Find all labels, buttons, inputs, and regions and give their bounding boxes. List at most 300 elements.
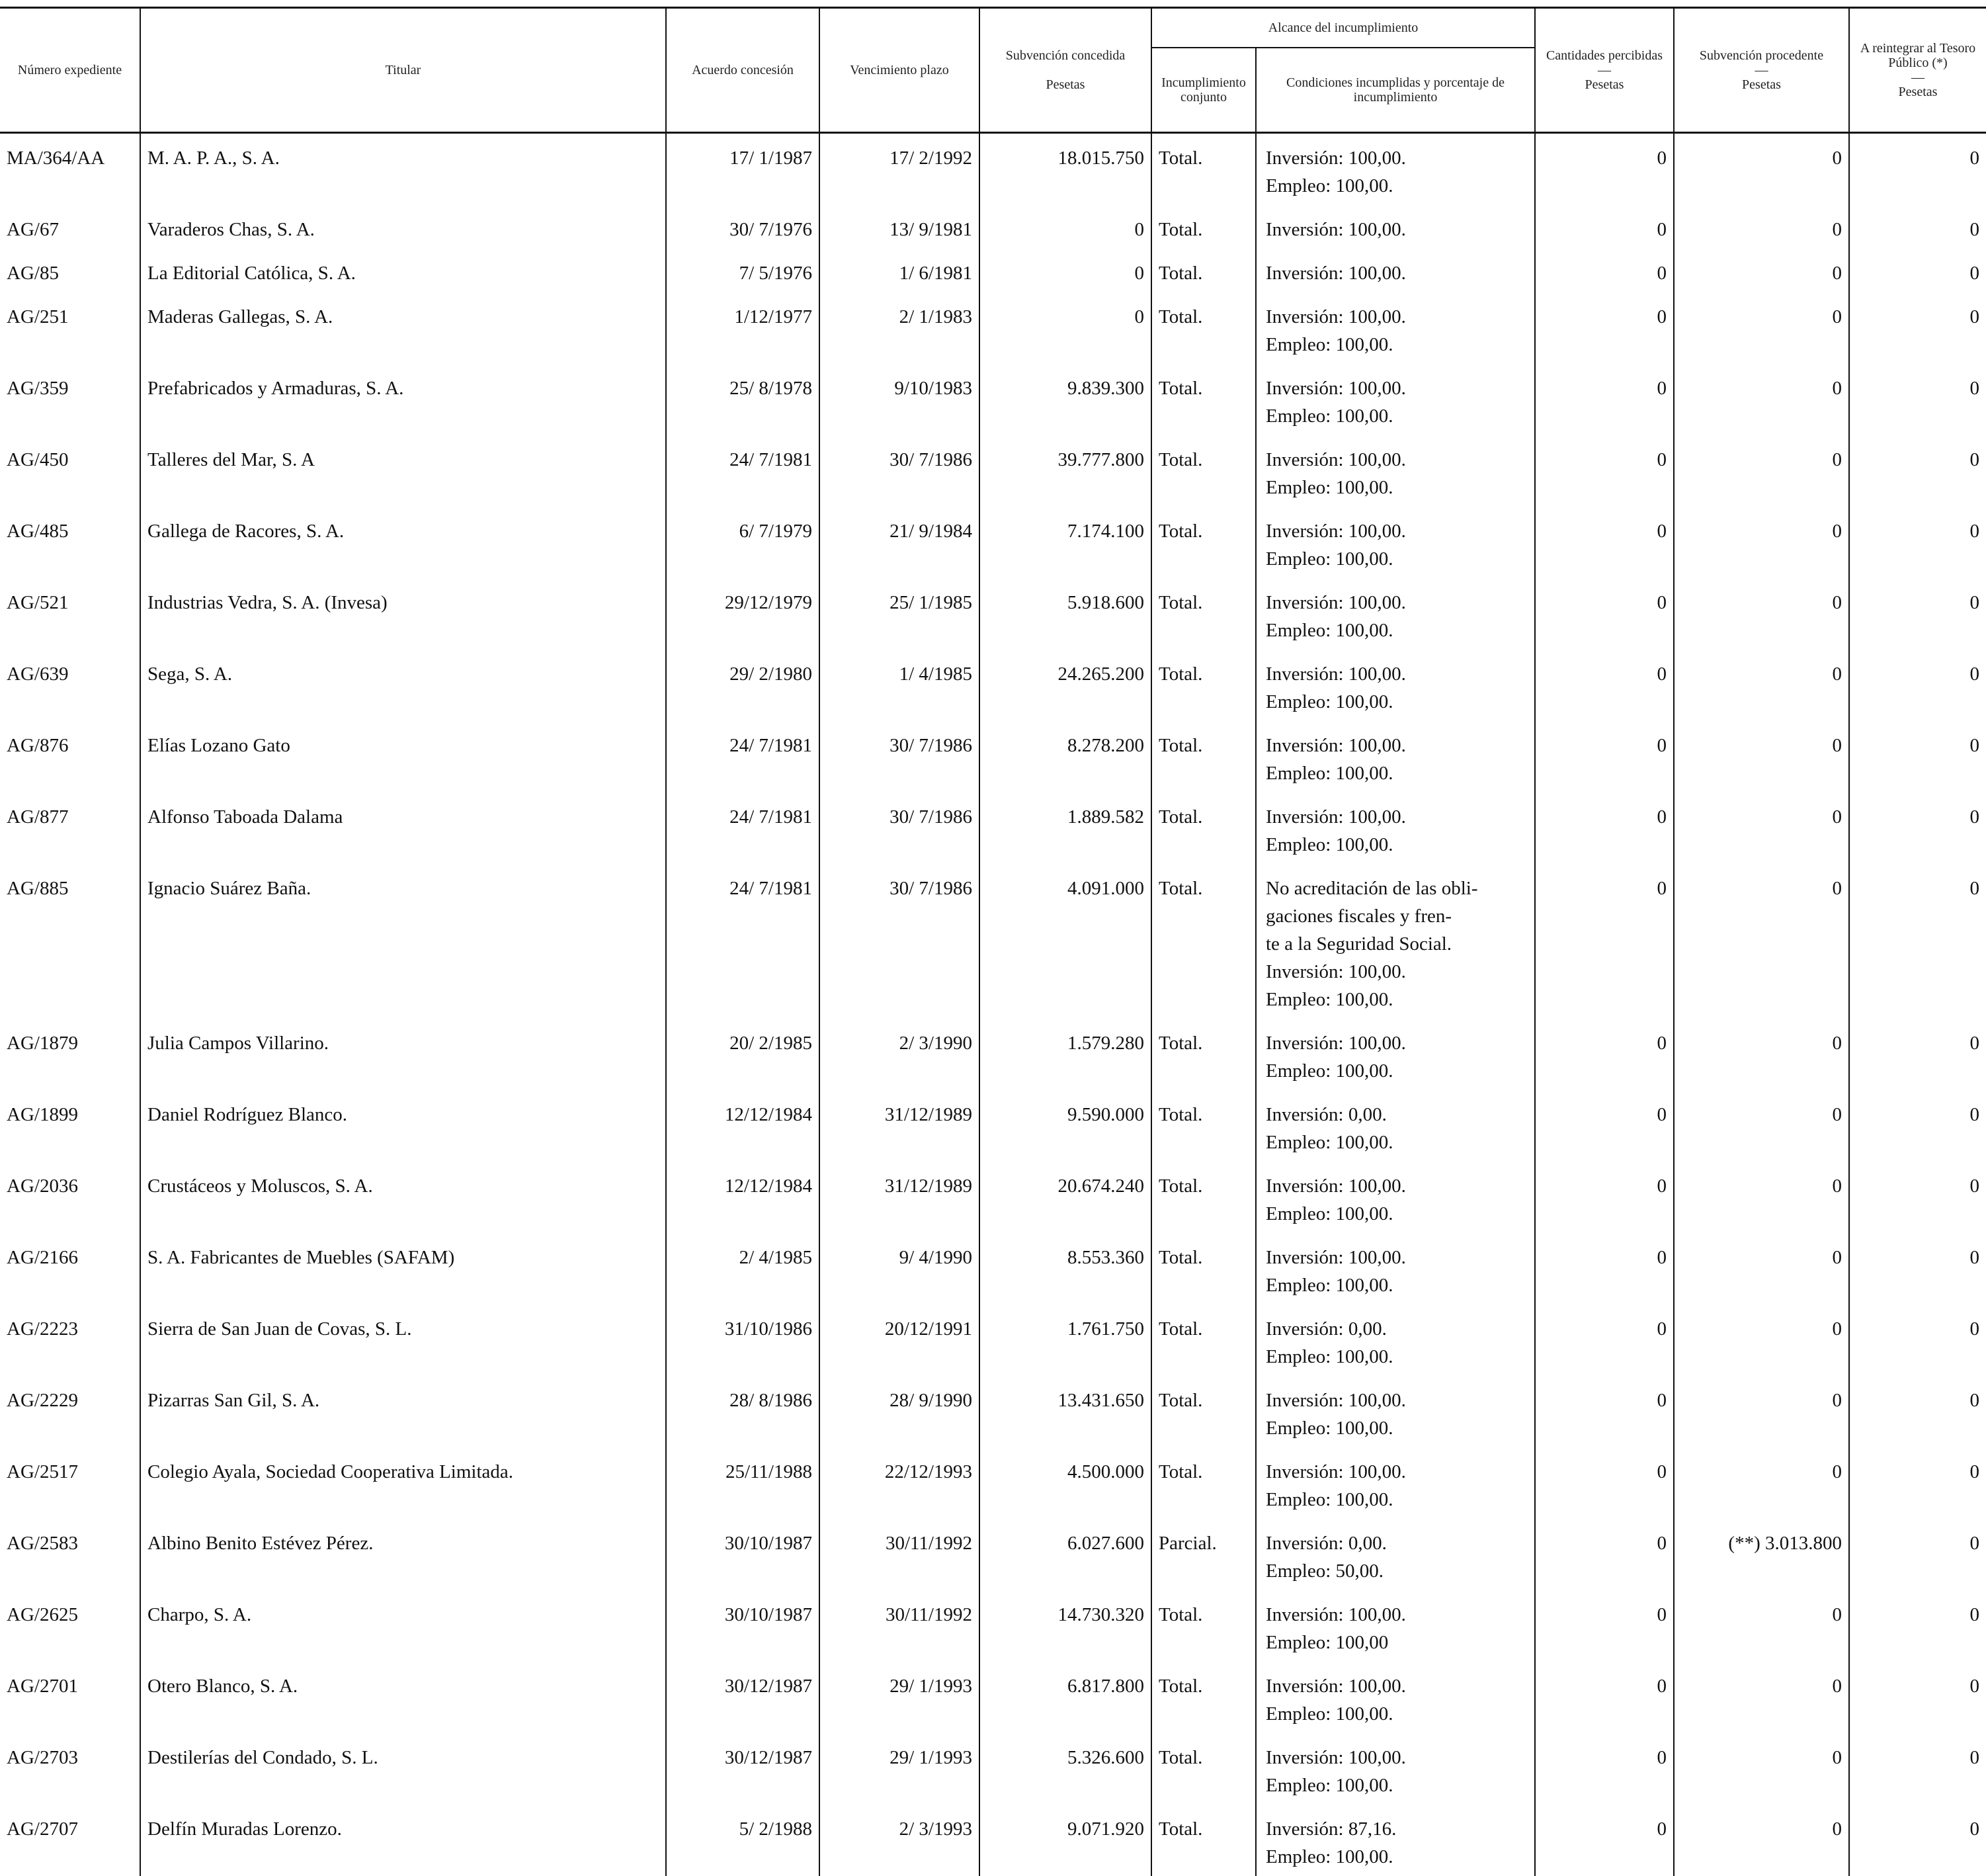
cell-subvencion-concedida: 1.761.750 — [979, 1304, 1151, 1376]
cell-incumplimiento: Total. — [1151, 435, 1256, 507]
table-row — [0, 1233, 1986, 1304]
cell-condiciones — [1256, 1019, 1535, 1090]
header-condiciones: Condiciones incumplidas y porcentaje de incumplimiento — [1256, 48, 1535, 133]
cell-titular: Ignacio Suárez Baña. — [140, 864, 666, 1019]
table-row — [0, 364, 1986, 435]
cell-cantidades: 0 — [1535, 364, 1674, 435]
cell-incumplimiento: Total. — [1151, 1590, 1256, 1662]
cell-numero: AG/2583 — [0, 1519, 140, 1590]
cell-incumplimiento: Total. — [1151, 1019, 1256, 1090]
table-row — [0, 435, 1986, 507]
cell-subvencion-procedente: 0 — [1674, 249, 1849, 292]
table-row — [0, 1662, 1986, 1733]
cell-cantidades: 0 — [1535, 1162, 1674, 1233]
cell-incumplimiento: Total. — [1151, 578, 1256, 650]
condition-line: Inversión: 100,00. — [1266, 589, 1528, 617]
cell-reintegrar: 0 — [1849, 1662, 1986, 1733]
cell-titular: Elías Lozano Gato — [140, 721, 666, 792]
cell-condiciones — [1256, 721, 1535, 792]
cell-subvencion-procedente: 0 — [1674, 435, 1849, 507]
condition-line: Empleo: 100,00. — [1266, 1200, 1528, 1228]
cell-subvencion-procedente: 0 — [1674, 364, 1849, 435]
table-row — [0, 1019, 1986, 1090]
cell-subvencion-concedida: 13.431.650 — [979, 1376, 1151, 1447]
cell-reintegrar: 0 — [1849, 578, 1986, 650]
cell-acuerdo: 24/ 7/1981 — [666, 721, 819, 792]
cell-titular: Delfín Muradas Lorenzo. — [140, 1805, 666, 1876]
cell-condiciones — [1256, 1733, 1535, 1805]
condition-line: Inversión: 100,00. — [1266, 958, 1528, 986]
cell-acuerdo: 30/ 7/1976 — [666, 205, 819, 249]
condition-line: Empleo: 100,00. — [1266, 986, 1528, 1013]
cell-cantidades: 0 — [1535, 1376, 1674, 1447]
cell-condiciones — [1256, 792, 1535, 864]
table-row — [0, 133, 1986, 206]
cell-subvencion-procedente: 0 — [1674, 292, 1849, 364]
cell-numero: AG/2703 — [0, 1733, 140, 1805]
condition-line: Inversión: 100,00. — [1266, 374, 1528, 402]
cell-cantidades: 0 — [1535, 650, 1674, 721]
cell-acuerdo: 5/ 2/1988 — [666, 1805, 819, 1876]
cell-titular: Alfonso Taboada Dalama — [140, 792, 666, 864]
table-header — [0, 8, 1986, 133]
cell-subvencion-concedida: 8.278.200 — [979, 721, 1151, 792]
cell-reintegrar: 0 — [1849, 1519, 1986, 1590]
cell-cantidades: 0 — [1535, 435, 1674, 507]
condition-line: Inversión: 100,00. — [1266, 803, 1528, 831]
cell-subvencion-concedida: 24.265.200 — [979, 650, 1151, 721]
condition-line: te a la Seguridad Social. — [1266, 930, 1528, 958]
condition-line: Empleo: 100,00. — [1266, 1343, 1528, 1371]
condition-line: Inversión: 100,00. — [1266, 1672, 1528, 1700]
cell-condiciones — [1256, 292, 1535, 364]
condition-line: Inversión: 100,00. — [1266, 1458, 1528, 1486]
cell-condiciones — [1256, 249, 1535, 292]
cell-subvencion-concedida: 1.579.280 — [979, 1019, 1151, 1090]
cell-reintegrar: 0 — [1849, 1733, 1986, 1805]
cell-numero: AG/2707 — [0, 1805, 140, 1876]
cell-titular: Otero Blanco, S. A. — [140, 1662, 666, 1733]
table-row — [0, 292, 1986, 364]
cell-incumplimiento: Total. — [1151, 133, 1256, 206]
cell-subvencion-concedida: 14.730.320 — [979, 1590, 1151, 1662]
cell-acuerdo: 24/ 7/1981 — [666, 435, 819, 507]
cell-reintegrar: 0 — [1849, 1090, 1986, 1162]
cell-condiciones — [1256, 650, 1535, 721]
table-row — [0, 792, 1986, 864]
cell-subvencion-concedida: 0 — [979, 249, 1151, 292]
table-row — [0, 578, 1986, 650]
condition-line: Empleo: 100,00. — [1266, 1271, 1528, 1299]
cell-subvencion-concedida: 9.839.300 — [979, 364, 1151, 435]
cell-acuerdo: 30/12/1987 — [666, 1733, 819, 1805]
cell-condiciones — [1256, 1590, 1535, 1662]
table-row — [0, 1376, 1986, 1447]
cell-incumplimiento: Total. — [1151, 1090, 1256, 1162]
cell-numero: AG/359 — [0, 364, 140, 435]
cell-numero: AG/639 — [0, 650, 140, 721]
cell-incumplimiento: Total. — [1151, 292, 1256, 364]
cell-incumplimiento: Total. — [1151, 1733, 1256, 1805]
cell-reintegrar: 0 — [1849, 205, 1986, 249]
cell-numero: AG/877 — [0, 792, 140, 864]
cell-vencimiento: 17/ 2/1992 — [819, 133, 979, 206]
cell-acuerdo: 25/ 8/1978 — [666, 364, 819, 435]
cell-subvencion-concedida: 9.071.920 — [979, 1805, 1151, 1876]
cell-condiciones — [1256, 1304, 1535, 1376]
condition-line: Empleo: 100,00 — [1266, 1629, 1528, 1656]
cell-subvencion-procedente: 0 — [1674, 1376, 1849, 1447]
cell-cantidades: 0 — [1535, 1019, 1674, 1090]
cell-cantidades: 0 — [1535, 1090, 1674, 1162]
cell-incumplimiento: Total. — [1151, 205, 1256, 249]
cell-subvencion-procedente: 0 — [1674, 578, 1849, 650]
header-alcance: Alcance del incumplimiento — [1151, 8, 1535, 48]
cell-incumplimiento: Total. — [1151, 249, 1256, 292]
condition-line: Empleo: 100,00. — [1266, 331, 1528, 359]
cell-condiciones — [1256, 1376, 1535, 1447]
cell-cantidades: 0 — [1535, 1233, 1674, 1304]
cell-subvencion-procedente: 0 — [1674, 205, 1849, 249]
cell-vencimiento: 29/ 1/1993 — [819, 1733, 979, 1805]
cell-subvencion-concedida: 4.500.000 — [979, 1447, 1151, 1519]
cell-acuerdo: 20/ 2/1985 — [666, 1019, 819, 1090]
cell-vencimiento: 30/11/1992 — [819, 1590, 979, 1662]
condition-line: Inversión: 100,00. — [1266, 660, 1528, 688]
condition-line: gaciones fiscales y fren- — [1266, 902, 1528, 930]
condition-line: Inversión: 87,16. — [1266, 1815, 1528, 1843]
cell-titular: Crustáceos y Moluscos, S. A. — [140, 1162, 666, 1233]
cell-cantidades: 0 — [1535, 1662, 1674, 1733]
cell-acuerdo: 24/ 7/1981 — [666, 864, 819, 1019]
cell-numero: AG/450 — [0, 435, 140, 507]
cell-acuerdo: 2/ 4/1985 — [666, 1233, 819, 1304]
cell-vencimiento: 2/ 3/1993 — [819, 1805, 979, 1876]
cell-subvencion-procedente: 0 — [1674, 1304, 1849, 1376]
cell-subvencion-procedente: 0 — [1674, 1090, 1849, 1162]
cell-cantidades: 0 — [1535, 507, 1674, 578]
cell-vencimiento: 13/ 9/1981 — [819, 205, 979, 249]
cell-vencimiento: 9/10/1983 — [819, 364, 979, 435]
cell-vencimiento: 30/ 7/1986 — [819, 721, 979, 792]
cell-reintegrar: 0 — [1849, 1447, 1986, 1519]
cell-subvencion-procedente: 0 — [1674, 1662, 1849, 1733]
table-row — [0, 721, 1986, 792]
cell-acuerdo: 30/10/1987 — [666, 1590, 819, 1662]
cell-vencimiento: 30/ 7/1986 — [819, 792, 979, 864]
condition-line: Empleo: 100,00. — [1266, 688, 1528, 716]
cell-acuerdo: 31/10/1986 — [666, 1304, 819, 1376]
cell-subvencion-concedida: 6.027.600 — [979, 1519, 1151, 1590]
cell-numero: AG/2036 — [0, 1162, 140, 1233]
cell-acuerdo: 12/12/1984 — [666, 1090, 819, 1162]
cell-incumplimiento: Total. — [1151, 1662, 1256, 1733]
condition-line: Empleo: 100,00. — [1266, 1129, 1528, 1156]
cell-titular: M. A. P. A., S. A. — [140, 133, 666, 206]
cell-titular: Maderas Gallegas, S. A. — [140, 292, 666, 364]
cell-titular: Gallega de Racores, S. A. — [140, 507, 666, 578]
cell-condiciones — [1256, 1447, 1535, 1519]
header-cantidades: Cantidades percibidas — Pesetas — [1535, 8, 1674, 133]
cell-condiciones — [1256, 1090, 1535, 1162]
condition-line: Empleo: 100,00. — [1266, 474, 1528, 501]
cell-condiciones — [1256, 364, 1535, 435]
cell-subvencion-concedida: 9.590.000 — [979, 1090, 1151, 1162]
cell-vencimiento: 25/ 1/1985 — [819, 578, 979, 650]
header-acuerdo: Acuerdo concesión — [666, 8, 819, 133]
cell-reintegrar: 0 — [1849, 1805, 1986, 1876]
condition-line: Empleo: 100,00. — [1266, 545, 1528, 573]
cell-subvencion-procedente: 0 — [1674, 1233, 1849, 1304]
cell-numero: AG/2223 — [0, 1304, 140, 1376]
cell-subvencion-concedida: 5.326.600 — [979, 1733, 1151, 1805]
cell-numero: AG/67 — [0, 205, 140, 249]
cell-cantidades: 0 — [1535, 578, 1674, 650]
cell-cantidades: 0 — [1535, 1447, 1674, 1519]
cell-subvencion-procedente: 0 — [1674, 1162, 1849, 1233]
cell-vencimiento: 30/11/1992 — [819, 1519, 979, 1590]
cell-subvencion-concedida: 4.091.000 — [979, 864, 1151, 1019]
table-row — [0, 1519, 1986, 1590]
cell-titular: Albino Benito Estévez Pérez. — [140, 1519, 666, 1590]
cell-acuerdo: 28/ 8/1986 — [666, 1376, 819, 1447]
cell-titular: S. A. Fabricantes de Muebles (SAFAM) — [140, 1233, 666, 1304]
condition-line: Empleo: 100,00. — [1266, 617, 1528, 644]
condition-line: Empleo: 100,00. — [1266, 759, 1528, 787]
cell-incumplimiento: Total. — [1151, 864, 1256, 1019]
cell-subvencion-concedida: 5.918.600 — [979, 578, 1151, 650]
cell-subvencion-procedente: 0 — [1674, 792, 1849, 864]
cell-numero: AG/885 — [0, 864, 140, 1019]
table-row — [0, 864, 1986, 1019]
condition-line: Empleo: 100,00. — [1266, 172, 1528, 200]
cell-cantidades: 0 — [1535, 292, 1674, 364]
cell-acuerdo: 17/ 1/1987 — [666, 133, 819, 206]
cell-subvencion-procedente: 0 — [1674, 864, 1849, 1019]
cell-numero: AG/2517 — [0, 1447, 140, 1519]
condition-line: Inversión: 0,00. — [1266, 1315, 1528, 1343]
cell-incumplimiento: Total. — [1151, 1805, 1256, 1876]
condition-line: Inversión: 100,00. — [1266, 732, 1528, 759]
cell-subvencion-concedida: 6.817.800 — [979, 1662, 1151, 1733]
condition-line: Empleo: 100,00. — [1266, 831, 1528, 859]
cell-reintegrar: 0 — [1849, 1590, 1986, 1662]
cell-cantidades: 0 — [1535, 205, 1674, 249]
cell-titular: Sega, S. A. — [140, 650, 666, 721]
condition-line: Empleo: 100,00. — [1266, 1486, 1528, 1514]
cell-condiciones — [1256, 435, 1535, 507]
table-row — [0, 205, 1986, 249]
cell-vencimiento: 1/ 4/1985 — [819, 650, 979, 721]
cell-cantidades: 0 — [1535, 1733, 1674, 1805]
condition-line: Inversión: 100,00. — [1266, 1244, 1528, 1271]
cell-acuerdo: 29/ 2/1980 — [666, 650, 819, 721]
cell-reintegrar: 0 — [1849, 1376, 1986, 1447]
condition-line: Empleo: 100,00. — [1266, 1700, 1528, 1728]
cell-condiciones — [1256, 578, 1535, 650]
condition-line: Inversión: 100,00. — [1266, 1386, 1528, 1414]
header-subvencion-concedida: Subvención concedida Pesetas — [979, 8, 1151, 133]
cell-subvencion-procedente: 0 — [1674, 1019, 1849, 1090]
cell-reintegrar: 0 — [1849, 364, 1986, 435]
cell-acuerdo: 30/12/1987 — [666, 1662, 819, 1733]
cell-titular: Industrias Vedra, S. A. (Invesa) — [140, 578, 666, 650]
condition-line: Inversión: 100,00. — [1266, 144, 1528, 172]
cell-incumplimiento: Total. — [1151, 1376, 1256, 1447]
cell-reintegrar: 0 — [1849, 1304, 1986, 1376]
cell-subvencion-concedida: 7.174.100 — [979, 507, 1151, 578]
condition-line: Inversión: 100,00. — [1266, 1601, 1528, 1629]
condition-line: Empleo: 100,00. — [1266, 1057, 1528, 1085]
cell-reintegrar: 0 — [1849, 1233, 1986, 1304]
cell-numero: AG/521 — [0, 578, 140, 650]
cell-reintegrar: 0 — [1849, 792, 1986, 864]
cell-condiciones — [1256, 1805, 1535, 1876]
cell-titular: Destilerías del Condado, S. L. — [140, 1733, 666, 1805]
cell-subvencion-procedente: 0 — [1674, 507, 1849, 578]
cell-titular: Prefabricados y Armaduras, S. A. — [140, 364, 666, 435]
cell-cantidades: 0 — [1535, 249, 1674, 292]
cell-titular: Daniel Rodríguez Blanco. — [140, 1090, 666, 1162]
condition-line: Inversión: 100,00. — [1266, 259, 1528, 287]
cell-incumplimiento: Total. — [1151, 650, 1256, 721]
cell-condiciones — [1256, 507, 1535, 578]
cell-titular: Talleres del Mar, S. A — [140, 435, 666, 507]
cell-incumplimiento: Total. — [1151, 1304, 1256, 1376]
cell-subvencion-procedente: 0 — [1674, 1805, 1849, 1876]
cell-numero: AG/2701 — [0, 1662, 140, 1733]
condition-line: Inversión: 0,00. — [1266, 1529, 1528, 1557]
cell-subvencion-concedida: 8.553.360 — [979, 1233, 1151, 1304]
cell-vencimiento: 30/ 7/1986 — [819, 435, 979, 507]
cell-cantidades: 0 — [1535, 864, 1674, 1019]
table-row — [0, 1447, 1986, 1519]
header-reintegrar: A reintegrar al Tesoro Público (*) — Pesetas — [1849, 8, 1986, 133]
table-row — [0, 650, 1986, 721]
cell-cantidades: 0 — [1535, 792, 1674, 864]
condition-line: Inversión: 100,00. — [1266, 446, 1528, 474]
header-incumplimiento: Incumplimiento conjunto — [1151, 48, 1256, 133]
condition-line: No acreditación de las obli- — [1266, 874, 1528, 902]
table-row — [0, 249, 1986, 292]
table-row — [0, 1805, 1986, 1876]
table-row — [0, 507, 1986, 578]
cell-titular: La Editorial Católica, S. A. — [140, 249, 666, 292]
cell-vencimiento: 22/12/1993 — [819, 1447, 979, 1519]
cell-condiciones — [1256, 1519, 1535, 1590]
condition-line: Inversión: 0,00. — [1266, 1101, 1528, 1129]
table-row — [0, 1733, 1986, 1805]
cell-subvencion-concedida: 0 — [979, 205, 1151, 249]
cell-numero: MA/364/AA — [0, 133, 140, 206]
cell-acuerdo: 12/12/1984 — [666, 1162, 819, 1233]
header-numero: Número expediente — [0, 8, 140, 133]
cell-numero: AG/2229 — [0, 1376, 140, 1447]
cell-reintegrar: 0 — [1849, 864, 1986, 1019]
cell-subvencion-procedente: 0 — [1674, 650, 1849, 721]
cell-condiciones — [1256, 205, 1535, 249]
cell-cantidades: 0 — [1535, 721, 1674, 792]
table-row — [0, 1162, 1986, 1233]
cell-vencimiento: 31/12/1989 — [819, 1090, 979, 1162]
cell-titular: Pizarras San Gil, S. A. — [140, 1376, 666, 1447]
cell-subvencion-concedida: 39.777.800 — [979, 435, 1151, 507]
cell-vencimiento: 21/ 9/1984 — [819, 507, 979, 578]
cell-titular: Colegio Ayala, Sociedad Cooperativa Limitada. — [140, 1447, 666, 1519]
cell-titular: Charpo, S. A. — [140, 1590, 666, 1662]
table-row — [0, 1090, 1986, 1162]
header-subvencion-procedente: Subvención procedente — Pesetas — [1674, 8, 1849, 133]
cell-incumplimiento: Total. — [1151, 364, 1256, 435]
cell-acuerdo: 30/10/1987 — [666, 1519, 819, 1590]
cell-incumplimiento: Total. — [1151, 1233, 1256, 1304]
table-body — [0, 133, 1986, 1876]
cell-condiciones — [1256, 1233, 1535, 1304]
cell-subvencion-procedente: (**) 3.013.800 — [1674, 1519, 1849, 1590]
cell-reintegrar: 0 — [1849, 292, 1986, 364]
cell-vencimiento: 28/ 9/1990 — [819, 1376, 979, 1447]
condition-line: Inversión: 100,00. — [1266, 517, 1528, 545]
cell-titular: Sierra de San Juan de Covas, S. L. — [140, 1304, 666, 1376]
cell-vencimiento: 9/ 4/1990 — [819, 1233, 979, 1304]
cell-cantidades: 0 — [1535, 1590, 1674, 1662]
cell-cantidades: 0 — [1535, 1519, 1674, 1590]
cell-incumplimiento: Total. — [1151, 792, 1256, 864]
cell-vencimiento: 30/ 7/1986 — [819, 864, 979, 1019]
cell-condiciones — [1256, 1662, 1535, 1733]
condition-line: Empleo: 50,00. — [1266, 1557, 1528, 1585]
cell-numero: AG/485 — [0, 507, 140, 578]
cell-numero: AG/2625 — [0, 1590, 140, 1662]
header-vencimiento: Vencimiento plazo — [819, 8, 979, 133]
cell-vencimiento: 1/ 6/1981 — [819, 249, 979, 292]
condition-line: Inversión: 100,00. — [1266, 216, 1528, 243]
cell-reintegrar: 0 — [1849, 249, 1986, 292]
condition-line: Inversión: 100,00. — [1266, 1744, 1528, 1771]
cell-titular: Julia Campos Villarino. — [140, 1019, 666, 1090]
cell-reintegrar: 0 — [1849, 133, 1986, 206]
cell-numero: AG/1899 — [0, 1090, 140, 1162]
cell-subvencion-procedente: 0 — [1674, 1447, 1849, 1519]
cell-incumplimiento: Total. — [1151, 721, 1256, 792]
cell-incumplimiento: Total. — [1151, 507, 1256, 578]
cell-numero: AG/1879 — [0, 1019, 140, 1090]
condition-line: Inversión: 100,00. — [1266, 1172, 1528, 1200]
cell-acuerdo: 7/ 5/1976 — [666, 249, 819, 292]
cell-numero: AG/2166 — [0, 1233, 140, 1304]
cell-cantidades: 0 — [1535, 1805, 1674, 1876]
cell-acuerdo: 29/12/1979 — [666, 578, 819, 650]
cell-condiciones — [1256, 864, 1535, 1019]
cell-acuerdo: 1/12/1977 — [666, 292, 819, 364]
cell-reintegrar: 0 — [1849, 1019, 1986, 1090]
condition-line: Inversión: 100,00. — [1266, 1029, 1528, 1057]
cell-subvencion-procedente: 0 — [1674, 721, 1849, 792]
cell-condiciones — [1256, 133, 1535, 206]
condition-line: Empleo: 100,00. — [1266, 402, 1528, 430]
cell-cantidades: 0 — [1535, 1304, 1674, 1376]
cell-numero: AG/876 — [0, 721, 140, 792]
table-row — [0, 1304, 1986, 1376]
cell-acuerdo: 24/ 7/1981 — [666, 792, 819, 864]
cell-incumplimiento: Total. — [1151, 1447, 1256, 1519]
cell-condiciones — [1256, 1162, 1535, 1233]
subsidy-table — [0, 7, 1986, 1876]
cell-vencimiento: 2/ 1/1983 — [819, 292, 979, 364]
cell-subvencion-procedente: 0 — [1674, 1733, 1849, 1805]
cell-reintegrar: 0 — [1849, 1162, 1986, 1233]
cell-subvencion-concedida: 0 — [979, 292, 1151, 364]
